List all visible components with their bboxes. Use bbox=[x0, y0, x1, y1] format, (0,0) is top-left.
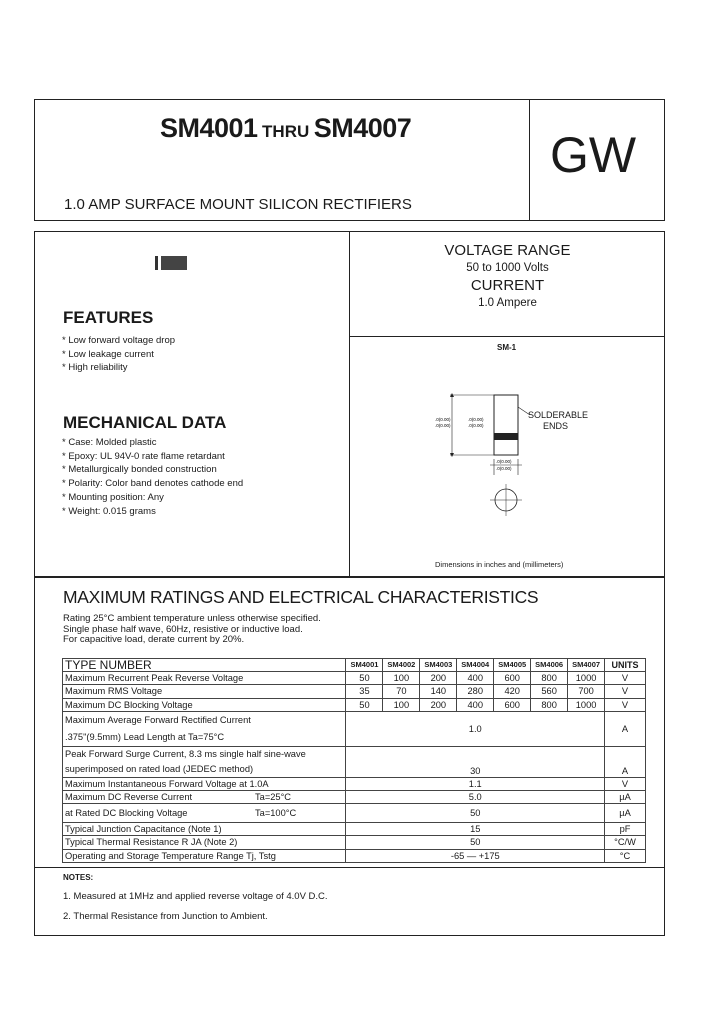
unit-cell: V bbox=[605, 777, 646, 790]
cell: 50 bbox=[346, 672, 383, 685]
list-item: * Case: Molded plastic bbox=[62, 437, 157, 448]
table-header-row bbox=[63, 659, 646, 672]
table-row bbox=[63, 823, 646, 836]
unit-cell: V bbox=[605, 698, 646, 711]
cell: 560 bbox=[531, 685, 568, 698]
cell: 100 bbox=[383, 698, 420, 711]
svg-text:.0(0.00): .0(0.00) bbox=[435, 417, 451, 422]
part-end: SM4007 bbox=[313, 113, 412, 143]
cell: 800 bbox=[531, 698, 568, 711]
column-header: SM4002 bbox=[383, 659, 420, 672]
column-header: SM4005 bbox=[494, 659, 531, 672]
cell: 200 bbox=[420, 672, 457, 685]
svg-text:.0(0.00): .0(0.00) bbox=[496, 466, 512, 471]
features-heading: FEATURES bbox=[63, 308, 154, 327]
cell: 600 bbox=[494, 698, 531, 711]
list-item: * High reliability bbox=[62, 362, 128, 374]
list-item: * Low leakage current bbox=[62, 348, 154, 360]
note-1: 1. Measured at 1MHz and applied reverse voltage of 4.0V D.C. bbox=[63, 891, 328, 902]
unit-cell: °C/W bbox=[605, 836, 646, 849]
voltage-panel bbox=[350, 242, 665, 309]
mechanical-heading: MECHANICAL DATA bbox=[63, 413, 227, 432]
row-desc-line: superimposed on rated load (JEDEC method) bbox=[65, 763, 254, 774]
panel-divider bbox=[349, 336, 665, 337]
current-label: CURRENT bbox=[470, 277, 545, 294]
table-row bbox=[63, 711, 646, 746]
list-item: * Polarity: Color band denotes cathode end bbox=[62, 478, 244, 490]
cell: 280 bbox=[457, 685, 494, 698]
svg-text:.0(0.00): .0(0.00) bbox=[435, 423, 451, 428]
column-header: SM4003 bbox=[420, 659, 457, 672]
row-desc-text: at Rated DC Blocking Voltage bbox=[65, 808, 188, 819]
brand-logo: GW bbox=[550, 127, 637, 183]
voltage-range-label: VOLTAGE RANGE bbox=[444, 242, 571, 259]
page-title bbox=[160, 113, 411, 144]
cell: 1.0 bbox=[346, 711, 605, 746]
cell: 50 bbox=[346, 836, 605, 849]
cell: -65 — +175 bbox=[346, 849, 605, 862]
cell: 200 bbox=[420, 698, 457, 711]
package-outline-drawing bbox=[430, 385, 600, 525]
cell: 400 bbox=[457, 698, 494, 711]
row-desc: Maximum Recurrent Peak Reverse Voltage bbox=[63, 672, 346, 685]
cell: 15 bbox=[346, 823, 605, 836]
cell: 140 bbox=[420, 685, 457, 698]
features-list bbox=[62, 334, 175, 375]
package-label: SM-1 bbox=[497, 343, 517, 352]
cell: 420 bbox=[494, 685, 531, 698]
row-desc bbox=[63, 711, 346, 746]
header-divider bbox=[529, 99, 530, 221]
row-desc: Typical Thermal Resistance R JA (Note 2) bbox=[63, 836, 346, 849]
dimensions-note: Dimensions in inches and (millimeters) bbox=[435, 560, 564, 569]
svg-text:.0(0.00): .0(0.00) bbox=[468, 417, 484, 422]
condition-line: Single phase half wave, 60Hz, resistive or inductive load. bbox=[63, 623, 303, 635]
cell: 50 bbox=[346, 804, 605, 823]
svg-text:.0(0.00): .0(0.00) bbox=[468, 423, 484, 428]
part-start: SM4001 bbox=[160, 113, 258, 143]
row-desc-line: Peak Forward Surge Current, 8.3 ms single half sine-wave bbox=[65, 748, 306, 759]
row-condition: Ta=25°C bbox=[255, 792, 292, 803]
unit-cell: V bbox=[605, 672, 646, 685]
cell: 100 bbox=[383, 672, 420, 685]
voltage-range-value: 50 to 1000 Volts bbox=[466, 262, 549, 274]
cell: 1.1 bbox=[346, 777, 605, 790]
row-desc-line: Maximum Average Forward Rectified Current bbox=[65, 714, 251, 725]
cell: 50 bbox=[346, 698, 383, 711]
row-desc: Maximum DC Blocking Voltage bbox=[63, 698, 346, 711]
notes-heading: NOTES: bbox=[63, 873, 94, 882]
cell: 800 bbox=[531, 672, 568, 685]
unit-cell: µA bbox=[605, 790, 646, 803]
unit-cell: pF bbox=[605, 823, 646, 836]
table-row bbox=[63, 685, 646, 698]
package-thumbnail bbox=[155, 256, 187, 270]
list-item: * Low forward voltage drop bbox=[62, 335, 176, 346]
column-header: SM4001 bbox=[346, 659, 383, 672]
solderable-label: SOLDERABLE bbox=[528, 410, 589, 420]
row-desc: Typical Junction Capacitance (Note 1) bbox=[63, 823, 346, 836]
table-row bbox=[63, 836, 646, 849]
table-row bbox=[63, 790, 646, 803]
unit-cell: A bbox=[605, 746, 646, 777]
unit-cell: V bbox=[605, 685, 646, 698]
type-number-header: TYPE NUMBER bbox=[63, 659, 346, 672]
units-header: UNITS bbox=[605, 659, 646, 672]
notes-divider bbox=[34, 867, 665, 868]
ratings-heading: MAXIMUM RATINGS AND ELECTRICAL CHARACTERISTICS bbox=[63, 587, 539, 607]
table-row bbox=[63, 804, 646, 823]
unit-cell: µA bbox=[605, 804, 646, 823]
table-row bbox=[63, 672, 646, 685]
list-item: * Epoxy: UL 94V-0 rate flame retardant bbox=[62, 450, 225, 462]
cell: 70 bbox=[383, 685, 420, 698]
row-desc: Maximum RMS Voltage bbox=[63, 685, 346, 698]
cell: 400 bbox=[457, 672, 494, 685]
list-item: * Metallurgically bonded construction bbox=[62, 464, 217, 476]
ends-label: ENDS bbox=[543, 421, 569, 431]
table-row bbox=[63, 746, 646, 777]
svg-text:.0(0.00): .0(0.00) bbox=[496, 459, 512, 464]
cell: 5.0 bbox=[346, 790, 605, 803]
cell: 35 bbox=[346, 685, 383, 698]
page-subtitle: 1.0 AMP SURFACE MOUNT SILICON RECTIFIERS bbox=[64, 196, 412, 213]
cell: 700 bbox=[568, 685, 605, 698]
condition-line: Rating 25°C ambient temperature unless otherwise specified. bbox=[63, 613, 321, 624]
table-row bbox=[63, 849, 646, 862]
table-row bbox=[63, 777, 646, 790]
cell: 600 bbox=[494, 672, 531, 685]
unit-cell: °C bbox=[605, 849, 646, 862]
current-value: 1.0 Ampere bbox=[478, 297, 537, 309]
row-desc: Maximum Instantaneous Forward Voltage at 1.0A bbox=[63, 777, 346, 790]
cell: 1000 bbox=[568, 698, 605, 711]
condition-line: For capacitive load, derate current by 20%. bbox=[63, 634, 245, 645]
unit-cell: A bbox=[605, 711, 646, 746]
row-desc bbox=[63, 790, 346, 803]
row-desc-line: .375"(9.5mm) Lead Length at Ta=75°C bbox=[65, 731, 225, 742]
mechanical-list bbox=[62, 436, 243, 518]
row-desc bbox=[63, 746, 346, 777]
row-condition: Ta=100°C bbox=[255, 808, 297, 819]
list-item: * Weight: 0.015 grams bbox=[62, 505, 156, 517]
row-desc-text: Maximum DC Reverse Current bbox=[65, 792, 193, 803]
note-2: 2. Thermal Resistance from Junction to Ambient. bbox=[63, 911, 268, 922]
column-header: SM4004 bbox=[457, 659, 494, 672]
row-desc: Operating and Storage Temperature Range Tj, Tstg bbox=[63, 849, 346, 862]
table-row bbox=[63, 698, 646, 711]
ratings-table bbox=[62, 658, 646, 863]
column-header: SM4007 bbox=[568, 659, 605, 672]
list-item: * Mounting position: Any bbox=[62, 491, 164, 503]
cell: 30 bbox=[346, 746, 605, 777]
thru-label: THRU bbox=[262, 122, 310, 141]
row-desc bbox=[63, 804, 346, 823]
rating-conditions bbox=[63, 614, 321, 646]
cell: 1000 bbox=[568, 672, 605, 685]
column-header: SM4006 bbox=[531, 659, 568, 672]
